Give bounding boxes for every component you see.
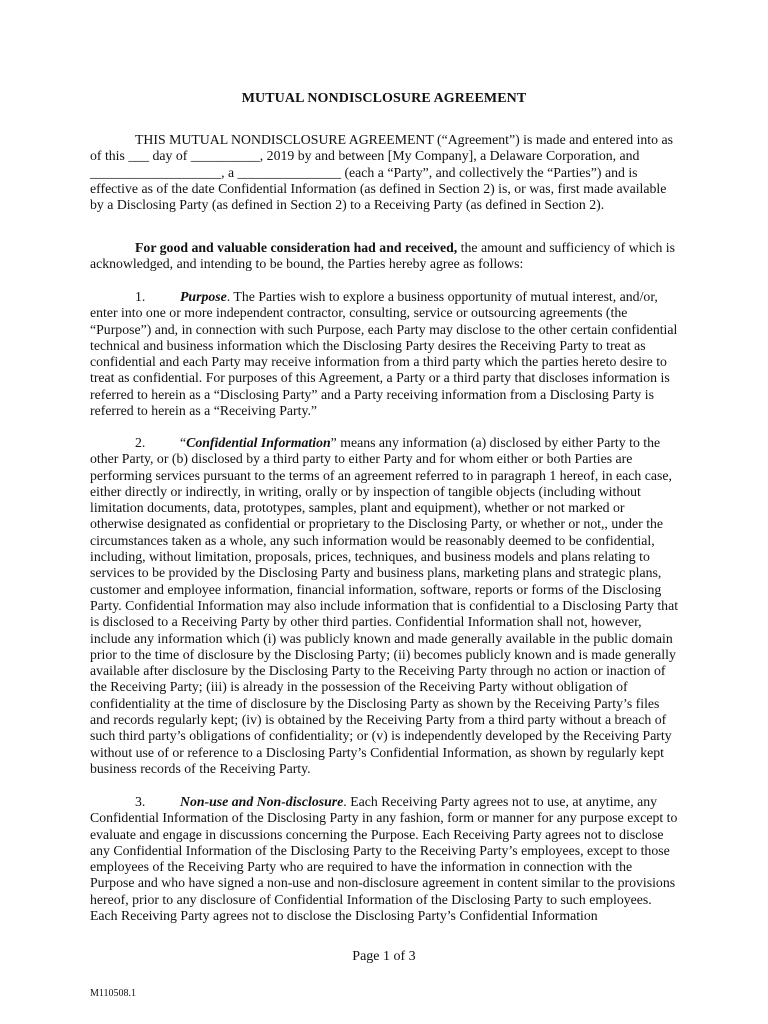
document-title: MUTUAL NONDISCLOSURE AGREEMENT <box>241 91 527 106</box>
section-number: 2. <box>135 435 146 450</box>
intro-text: THIS MUTUAL NONDISCLOSURE AGREEMENT (“Agreement”) is made and entered into as of this ___ day of __________, 2019 by and between [My Company], a Delaware Corporation, and ___________________, a _______________ (each a “Party”, and collectively the “Parties”) and is effective as of the date Confidential Information (as defined in Section 2) is, or was, first made available by a Disclosing Party (as defined in Section 2) to a Receiving Party (as defined in Section 2). <box>90 132 673 213</box>
section-number: 1. <box>135 289 146 304</box>
section-heading-open-quote: “ <box>180 435 187 450</box>
section-purpose <box>90 289 680 419</box>
intro-paragraph <box>90 132 680 213</box>
section-heading-punct: . <box>343 794 347 809</box>
section-heading: Purpose <box>180 289 227 304</box>
section-non-use <box>90 794 680 924</box>
section-number: 3. <box>135 794 146 809</box>
document-code: M110508.1 <box>90 988 137 999</box>
section-heading: Non-use and Non-disclosure <box>180 794 344 809</box>
consideration-paragraph <box>90 240 680 273</box>
section-heading-punct: . <box>226 289 231 304</box>
section-heading: Confidential Information <box>186 435 331 450</box>
page-number: Page 1 of 3 <box>352 949 416 964</box>
section-text: The Parties wish to explore a business opportunity of mutual interest, and/or, enter into one or more independent contractor, consulting, service or outsourcing agreements (the “Purpose”) and, in connection with such Purpose, each Party may disclose to the other certain confidential technical and business information which the Disclosing Party desires the Receiving Party to treat as confidential and each Party may receive information from a third party which the parties hereto desire to treat as confidential. For purposes of this Agreement, a Party or a third party that discloses information is referred to herein as a “Disclosing Party” and a Party receiving information from a Disclosing Party is referred to herein as a “Receiving Party.” <box>90 289 678 419</box>
section-text: means any information (a) disclosed by either Party to the other Party, or (b) disclosed by a third party to either Party and for whom either or both Parties are performing services pursuant to the terms of an agreement referred to in paragraph 1 hereof, in each case, either directly or indirectly, in writing, orally or by inspection of tangible objects (including without limitation documents, data, prototypes, samples, plant and equipment), whether or not marked or otherwise designated as confidential or proprietary to the Disclosing Party, or whether or not,, under the circumstances taken as a whole, any such information would be reasonably deemed to be confidential, including, without limitation, proposals, prices, techniques, and business models and plans relating to services to be provided by the Disclosing Party and business plans, marketing plans and strategic plans, customer and employee information, financial information, software, reports or forms of the Disclosing Party. Confidential Information may also include information that is confidential to a Disclosing Party that is disclosed to a Receiving Party by other third parties. Confidential Information shall not, however, include any information which (i) was publicly known and made generally available in the public domain prior to the time of disclosure by the Disclosing Party; (ii) becomes publicly known and is made generally available after disclosure by the Disclosing Party to the Receiving Party through no action or inaction of the Receiving Party; (iii) is already in the possession of the Receiving Party without obligation of confidentiality at the time of disclosure by the Disclosing Party as shown by the Receiving Party’s files and records regularly kept; (iv) is obtained by the Receiving Party from a third party without a breach of such third party’s obligations of confidentiality; or (v) is independently developed by the Receiving Party without use of or reference to a Disclosing Party’s Confidential Information, as shown by regularly kept business records of the Receiving Party. <box>90 435 679 776</box>
consideration-text: the amount and sufficiency of which is acknowledged, and intending to be bound, the Parties hereby agree as follows: <box>90 240 675 272</box>
section-heading-close-quote: ” <box>330 435 337 450</box>
consideration-bold: For good and valuable consideration had and received, <box>135 240 458 255</box>
section-confidential-information <box>90 435 680 777</box>
section-text: Each Receiving Party agrees not to use, at anytime, any Confidential Information of the Disclosing Party in any fashion, form or manner for any purpose except to evaluate and engage in discussions concerning the Purpose. Each Receiving Party agrees not to disclose any Confidential Information of the Disclosing Party to the Receiving Party’s employees, except to those employees of the Receiving Party who are required to have the information in connection with the Purpose and who have signed a non-use and non-disclosure agreement in content similar to the provisions hereof, prior to any disclosure of Confidential Information of the Disclosing Party to such employees. Each Receiving Party agrees not to disclose the Disclosing Party’s Confidential Information <box>90 794 678 924</box>
